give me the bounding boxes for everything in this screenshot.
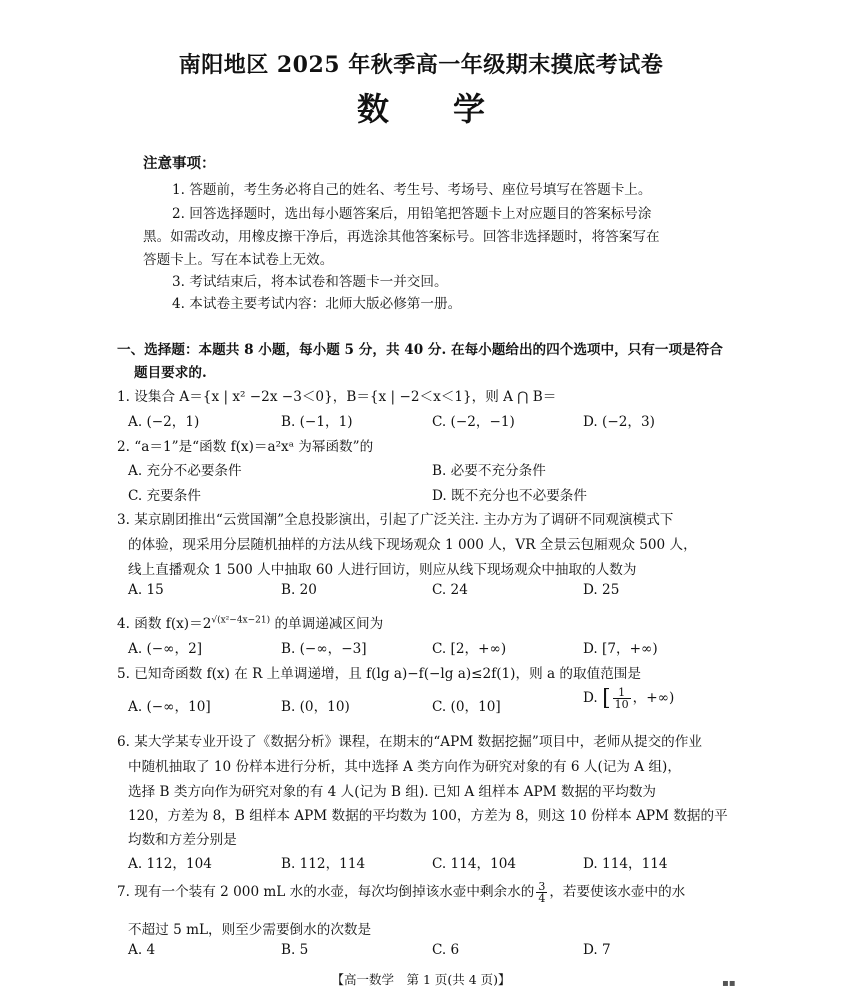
q4-stem-post: 的单调递减区间为 bbox=[270, 616, 384, 632]
question-6-line: 6. 某大学某专业开设了《数据分析》课程，在期末的“APM 数据挖掘”项目中，老师从提交的作业 bbox=[117, 734, 702, 750]
question-7-line: 不超过 5 mL，则至少需要倒水的次数是 bbox=[128, 922, 372, 938]
q4-exponent: √(x²−4x−21) bbox=[211, 615, 271, 626]
q5-fraction bbox=[613, 687, 631, 710]
fraction-numerator: 3 bbox=[538, 880, 546, 893]
q5-option-a: A. (−∞，10] bbox=[128, 699, 211, 715]
fraction-denominator: 10 bbox=[614, 698, 629, 711]
question-6-line: 120，方差为 8，B 组样本 APM 数据的平均数为 100，方差为 8，则这 10 份样本 APM 数据的平 bbox=[128, 808, 728, 824]
q7-option-b: B. 5 bbox=[281, 942, 309, 958]
q7-option-c: C. 6 bbox=[432, 942, 460, 958]
q7-option-d: D. 7 bbox=[583, 942, 611, 958]
fraction-numerator: 1 bbox=[613, 687, 631, 699]
q2-option-d: D. 既不充分也不必要条件 bbox=[432, 488, 587, 504]
q5-d-post: ，+∞) bbox=[632, 690, 675, 706]
subject-title: 数 学 bbox=[356, 90, 485, 128]
question-5-stem: 5. 已知奇函数 f(x) 在 R 上单调递增，且 f(lg a)−f(−lg a)≤2f(1)，则 a 的取值范围是 bbox=[117, 666, 641, 682]
note-line: 1. 答题前，考生务必将自己的姓名、考生号、考场号、座位号填写在答题卡上。 bbox=[172, 182, 652, 198]
q2-option-c: C. 充要条件 bbox=[128, 488, 201, 504]
q1-option-a: A. (−2，1) bbox=[128, 414, 200, 430]
q5-option-c: C. (0，10] bbox=[432, 699, 501, 715]
q5-option-d bbox=[583, 686, 674, 711]
q4-stem-pre: 4. 函数 f(x)＝2 bbox=[117, 616, 212, 632]
q2-option-a: A. 充分不必要条件 bbox=[128, 463, 242, 479]
q6-option-c: C. 114，104 bbox=[432, 856, 517, 872]
q1-option-c: C. (−2，−1) bbox=[432, 414, 515, 430]
question-2-stem: 2. “a＝1”是“函数 f(x)＝a²xᵃ 为幂函数”的 bbox=[117, 439, 374, 455]
question-6-line: 均数和方差分别是 bbox=[128, 832, 237, 848]
note-line: 3. 考试结束后，将本试卷和答题卡一并交回。 bbox=[172, 274, 448, 290]
question-7-line bbox=[117, 880, 685, 904]
q7-pre: 7. 现有一个装有 2 000 mL 水的水壶，每次均倒掉该水壶中剩余水的 bbox=[117, 884, 535, 900]
left-bracket: [ bbox=[602, 686, 611, 711]
corner-mark: ▪▪ bbox=[722, 978, 736, 989]
question-6-line: 中随机抽取了 10 份样本进行分析，其中选择 A 类方向作为研究对象的有 6 人(记为 A 组)， bbox=[128, 759, 681, 775]
note-line: 答题卡上。写在本试卷上无效。 bbox=[143, 252, 334, 268]
question-3-line: 的体验，现采用分层随机抽样的方法从线下现场观众 1 000 人，VR 全景云包厢观众 500 人， bbox=[128, 537, 697, 553]
q5-d-label: D. bbox=[583, 690, 598, 706]
note-line: 黑。如需改动，用橡皮擦干净后，再选涂其他答案标号。回答非选择题时，将答案写在 bbox=[143, 229, 660, 245]
page-footer: 【高一数学 第 1 页(共 4 页)】 bbox=[331, 972, 511, 987]
question-6-line: 选择 B 类方向作为研究对象的有 4 人(记为 B 组). 已知 A 组样本 APM 数据的平均数为 bbox=[128, 784, 657, 800]
q6-option-d: D. 114，114 bbox=[583, 856, 668, 872]
q6-option-a: A. 112，104 bbox=[128, 856, 212, 872]
q1-option-b: B. (−1，1) bbox=[281, 414, 353, 430]
q4-option-b: B. (−∞，−3] bbox=[281, 641, 367, 657]
q4-option-d: D. [7，+∞) bbox=[583, 641, 658, 657]
question-4-stem bbox=[117, 612, 383, 632]
notes-heading: 注意事项： bbox=[143, 155, 216, 172]
q3-option-c: C. 24 bbox=[432, 582, 468, 598]
note-line: 2. 回答选择题时，选出每小题答案后，用铅笔把答题卡上对应题目的答案标号涂 bbox=[172, 206, 652, 222]
q3-option-b: B. 20 bbox=[281, 582, 317, 598]
q4-option-c: C. [2，+∞) bbox=[432, 641, 507, 657]
q5-option-b: B. (0，10) bbox=[281, 699, 350, 715]
section-heading-cont: 题目要求的. bbox=[134, 365, 207, 381]
q4-option-a: A. (−∞，2] bbox=[128, 641, 203, 657]
question-3-line: 3. 某京剧团推出“云赏国潮”全息投影演出，引起了广泛关注. 主办方为了调研不同观演模式下 bbox=[117, 512, 674, 528]
note-line: 4. 本试卷主要考试内容：北师大版必修第一册。 bbox=[172, 296, 462, 312]
q6-option-b: B. 112，114 bbox=[281, 856, 366, 872]
fraction-denominator: 4 bbox=[538, 892, 546, 905]
q7-option-a: A. 4 bbox=[128, 942, 156, 958]
q3-option-d: D. 25 bbox=[583, 582, 620, 598]
q1-option-d: D. (−2，3) bbox=[583, 414, 655, 430]
q7-post: ，若要使该水壶中的水 bbox=[549, 884, 686, 900]
q7-fraction bbox=[536, 881, 547, 904]
question-3-line: 线上直播观众 1 500 人中抽取 60 人进行回访，则应从线下现场观众中抽取的人数为 bbox=[128, 562, 637, 578]
section-heading: 一、选择题：本题共 8 小题，每小题 5 分，共 40 分. 在每小题给出的四个选项中，只有一项是符合 bbox=[117, 342, 723, 358]
question-1-stem: 1. 设集合 A＝{x | x² −2x −3＜0}，B＝{x | −2＜x＜1}，则 A ⋂ B＝ bbox=[117, 389, 557, 405]
exam-title: 南阳地区 2025 年秋季高一年级期末摸底考试卷 bbox=[178, 52, 664, 78]
q2-option-b: B. 必要不充分条件 bbox=[432, 463, 546, 479]
q3-option-a: A. 15 bbox=[128, 582, 164, 598]
